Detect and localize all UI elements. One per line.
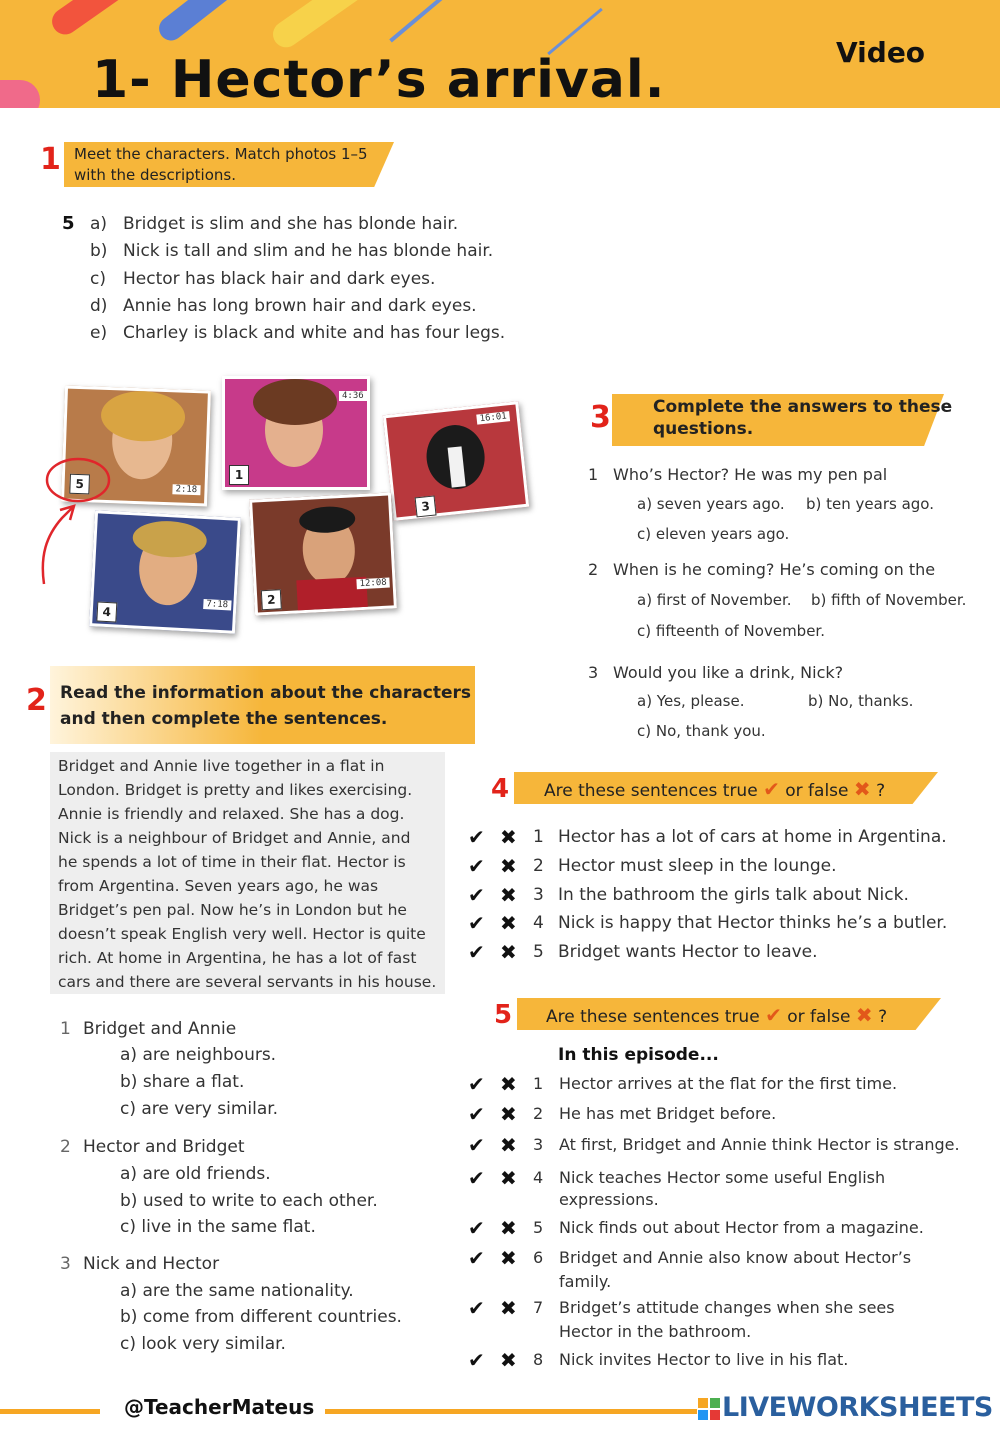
answer-input[interactable]: 5 <box>62 213 75 234</box>
question-stem: Hector and Bridget <box>83 1137 245 1157</box>
page-title: 1- Hector’s arrival. <box>92 50 666 110</box>
statement-text: Bridget and Annie also know about Hector’s <box>559 1248 912 1267</box>
photo-timestamp: 16:01 <box>476 411 510 424</box>
statement-text: He has met Bridget before. <box>559 1104 777 1123</box>
instruction-text: or false <box>787 1007 851 1027</box>
passage-line: Nick is a neighbour of Bridget and Annie, and <box>58 829 411 847</box>
passage-line: Annie is friendly and relaxed. She has a dog. <box>58 805 405 823</box>
item-number: 2 <box>533 856 544 876</box>
option-b[interactable]: b) used to write to each other. <box>120 1191 378 1211</box>
statement-text: Nick finds out about Hector from a magazine. <box>559 1218 924 1237</box>
question-stem: Nick and Hector <box>83 1254 220 1274</box>
instruction-line: Complete the answers to these <box>653 397 953 417</box>
item-number: 4 <box>533 1168 544 1187</box>
liveworksheets-icon <box>698 1398 720 1420</box>
section-number: 3 <box>590 400 611 435</box>
section-number: 2 <box>26 683 47 718</box>
decoration-stripe <box>154 0 255 45</box>
reading-passage <box>58 754 443 994</box>
decoration-blob <box>0 80 40 108</box>
false-button[interactable]: ✖ <box>500 1296 517 1320</box>
false-cross-icon: ✖ <box>855 1003 873 1027</box>
passage-line: doesn’t speak English very well. Hector is quite <box>58 925 426 943</box>
option-b[interactable]: b) come from different countries. <box>120 1307 402 1327</box>
true-button[interactable]: ✔ <box>468 825 485 849</box>
subheading: In this episode... <box>558 1045 719 1065</box>
false-button[interactable]: ✖ <box>500 1216 517 1240</box>
item-number: 7 <box>533 1298 544 1317</box>
footer-rule <box>325 1409 697 1414</box>
question-number: 3 <box>60 1254 71 1274</box>
section1-instruction <box>74 144 368 186</box>
passage-line: Bridget’s pen pal. Now he’s in London but he <box>58 901 407 919</box>
statement-text-continued: family. <box>559 1272 612 1291</box>
false-button[interactable]: ✖ <box>500 1133 517 1157</box>
true-button[interactable]: ✔ <box>468 1072 485 1096</box>
true-button[interactable]: ✔ <box>468 1348 485 1372</box>
photo-timestamp: 7:18 <box>203 599 231 610</box>
true-tick-icon: ✔ <box>763 777 780 801</box>
false-button[interactable]: ✖ <box>500 1102 517 1126</box>
option-c[interactable]: c) fifteenth of November. <box>637 622 825 640</box>
photo-timestamp: 12:08 <box>356 578 390 590</box>
statement-text-continued: expressions. <box>559 1190 659 1209</box>
instruction-text: Are these sentences true <box>546 1007 760 1027</box>
section-number: 4 <box>491 774 510 804</box>
option-a[interactable]: a) are the same nationality. <box>120 1281 354 1301</box>
option-b[interactable]: b) share a flat. <box>120 1072 245 1092</box>
decoration-line <box>547 8 603 55</box>
option-a[interactable]: a) seven years ago. <box>637 495 785 513</box>
item-number: 6 <box>533 1248 544 1267</box>
false-button[interactable]: ✖ <box>500 940 517 964</box>
photo-number: 5 <box>69 474 90 495</box>
description-text: Nick is tall and slim and he has blonde hair. <box>123 241 494 261</box>
question-stem: Bridget and Annie <box>83 1019 237 1039</box>
item-number: 1 <box>533 1074 544 1093</box>
description-letter: a) <box>90 214 108 234</box>
item-number: 5 <box>533 1218 544 1237</box>
passage-line: rich. At home in Argentina, he has a lot of fast <box>58 949 417 967</box>
false-button[interactable]: ✖ <box>500 825 517 849</box>
option-b[interactable]: b) No, thanks. <box>808 692 914 710</box>
section3-instruction <box>653 396 952 440</box>
description-text: Bridget is slim and she has blonde hair. <box>123 214 459 234</box>
passage-line: London. Bridget is pretty and likes exercising. <box>58 781 413 799</box>
section5-instruction <box>546 1003 887 1027</box>
passage-line: from Argentina. Seven years ago, he was <box>58 877 379 895</box>
description-letter: c) <box>90 269 106 289</box>
photo-number: 3 <box>415 495 437 517</box>
item-number: 2 <box>533 1104 544 1123</box>
statement-text-continued: Hector in the bathroom. <box>559 1322 752 1341</box>
instruction-text: ? <box>878 1007 888 1027</box>
question-number: 2 <box>588 560 599 579</box>
true-button[interactable]: ✔ <box>468 1296 485 1320</box>
instruction-text: or false <box>785 781 849 801</box>
hair-shape <box>253 379 337 425</box>
photo-number: 1 <box>229 465 249 485</box>
option-c[interactable]: c) eleven years ago. <box>637 525 790 543</box>
statement-text: In the bathroom the girls talk about Nick. <box>558 885 909 905</box>
section4-instruction <box>544 777 885 801</box>
option-c[interactable]: c) look very similar. <box>120 1334 286 1354</box>
section2-instruction <box>60 680 471 732</box>
decoration-stripe <box>268 0 422 52</box>
description-letter: d) <box>90 296 108 316</box>
photo-hector <box>249 492 397 615</box>
item-number: 3 <box>533 1135 544 1154</box>
instruction-line: Read the information about the characters <box>60 683 471 703</box>
item-number: 1 <box>533 827 544 847</box>
true-button[interactable]: ✔ <box>468 940 485 964</box>
instruction-line: and then complete the sentences. <box>60 709 388 729</box>
true-button[interactable]: ✔ <box>468 1246 485 1270</box>
true-button[interactable]: ✔ <box>468 911 485 935</box>
item-number: 4 <box>533 913 544 933</box>
liveworksheets-logo[interactable]: LIVEWORKSHEETS <box>722 1392 993 1423</box>
option-a[interactable]: a) Yes, please. <box>637 692 745 710</box>
section-number: 5 <box>494 1000 513 1030</box>
footer-rule <box>0 1409 100 1414</box>
statement-text: Hector arrives at the flat for the first time. <box>559 1074 898 1093</box>
true-button[interactable]: ✔ <box>468 1216 485 1240</box>
photo-number: 4 <box>96 602 117 623</box>
description-text: Charley is black and white and has four legs. <box>123 323 506 343</box>
question-number: 2 <box>60 1137 71 1157</box>
question-stem: Who’s Hector? He was my pen pal <box>613 465 888 484</box>
photo-number: 2 <box>261 589 282 610</box>
statement-text: Nick teaches Hector some useful English <box>559 1168 886 1187</box>
true-button[interactable]: ✔ <box>468 1166 485 1190</box>
passage-line: cars and there are several servants in his house. <box>58 973 437 991</box>
false-button[interactable]: ✖ <box>500 1246 517 1270</box>
photo-charley <box>383 401 529 521</box>
true-tick-icon: ✔ <box>765 1003 782 1027</box>
option-a[interactable]: a) are old friends. <box>120 1164 271 1184</box>
question-number: 1 <box>588 465 599 484</box>
decoration-line <box>389 0 461 42</box>
statement-text: Hector must sleep in the lounge. <box>558 856 837 876</box>
photo-timestamp: 2:18 <box>172 484 200 495</box>
instruction-text: Are these sentences true <box>544 781 758 801</box>
passage-line: Bridget and Annie live together in a flat in <box>58 757 385 775</box>
true-button[interactable]: ✔ <box>468 883 485 907</box>
statement-text: Nick invites Hector to live in his flat. <box>559 1350 849 1369</box>
option-c[interactable]: c) are very similar. <box>120 1099 279 1119</box>
statement-text: Bridget’s attitude changes when she sees <box>559 1298 895 1317</box>
photo-timestamp: 4:36 <box>339 391 367 401</box>
option-a[interactable]: a) are neighbours. <box>120 1045 277 1065</box>
false-button[interactable]: ✖ <box>500 1166 517 1190</box>
item-number: 3 <box>533 885 544 905</box>
statement-text: At first, Bridget and Annie think Hector is strange. <box>559 1135 960 1154</box>
statement-text: Bridget wants Hector to leave. <box>558 942 818 962</box>
section-number: 1 <box>40 142 61 177</box>
true-button[interactable]: ✔ <box>468 1133 485 1157</box>
description-letter: b) <box>90 241 108 261</box>
option-b[interactable]: b) ten years ago. <box>806 495 934 513</box>
author-handle: @TeacherMateus <box>124 1395 315 1419</box>
instruction-line: Meet the characters. Match photos 1–5 <box>74 145 368 163</box>
true-button[interactable]: ✔ <box>468 1102 485 1126</box>
statement-text: Nick is happy that Hector thinks he’s a butler. <box>558 913 948 933</box>
description-text: Hector has black hair and dark eyes. <box>123 269 436 289</box>
item-number: 5 <box>533 942 544 962</box>
true-button[interactable]: ✔ <box>468 854 485 878</box>
false-button[interactable]: ✖ <box>500 854 517 878</box>
question-stem: Would you like a drink, Nick? <box>613 663 844 682</box>
photo-annie <box>222 376 370 490</box>
description-letter: e) <box>90 323 108 343</box>
item-number: 8 <box>533 1350 544 1369</box>
option-b[interactable]: b) fifth of November. <box>811 591 967 609</box>
instruction-line: questions. <box>653 419 754 439</box>
question-number: 1 <box>60 1019 71 1039</box>
question-stem: When is he coming? He’s coming on the <box>613 560 936 579</box>
false-button[interactable]: ✖ <box>500 1348 517 1372</box>
instruction-line: with the descriptions. <box>74 166 236 184</box>
false-button[interactable]: ✖ <box>500 1072 517 1096</box>
instruction-text: ? <box>876 781 886 801</box>
annotation-circle-arrow <box>36 456 116 588</box>
passage-line: he spends a lot of time in their flat. Hector is <box>58 853 406 871</box>
false-cross-icon: ✖ <box>853 777 871 801</box>
description-text: Annie has long brown hair and dark eyes. <box>123 296 477 316</box>
statement-text: Hector has a lot of cars at home in Argentina. <box>558 827 947 847</box>
option-a[interactable]: a) first of November. <box>637 591 792 609</box>
false-button[interactable]: ✖ <box>500 911 517 935</box>
option-c[interactable]: c) No, thank you. <box>637 722 766 740</box>
question-number: 3 <box>588 663 599 682</box>
video-label: Video <box>836 36 926 69</box>
option-c[interactable]: c) live in the same flat. <box>120 1217 316 1237</box>
false-button[interactable]: ✖ <box>500 883 517 907</box>
